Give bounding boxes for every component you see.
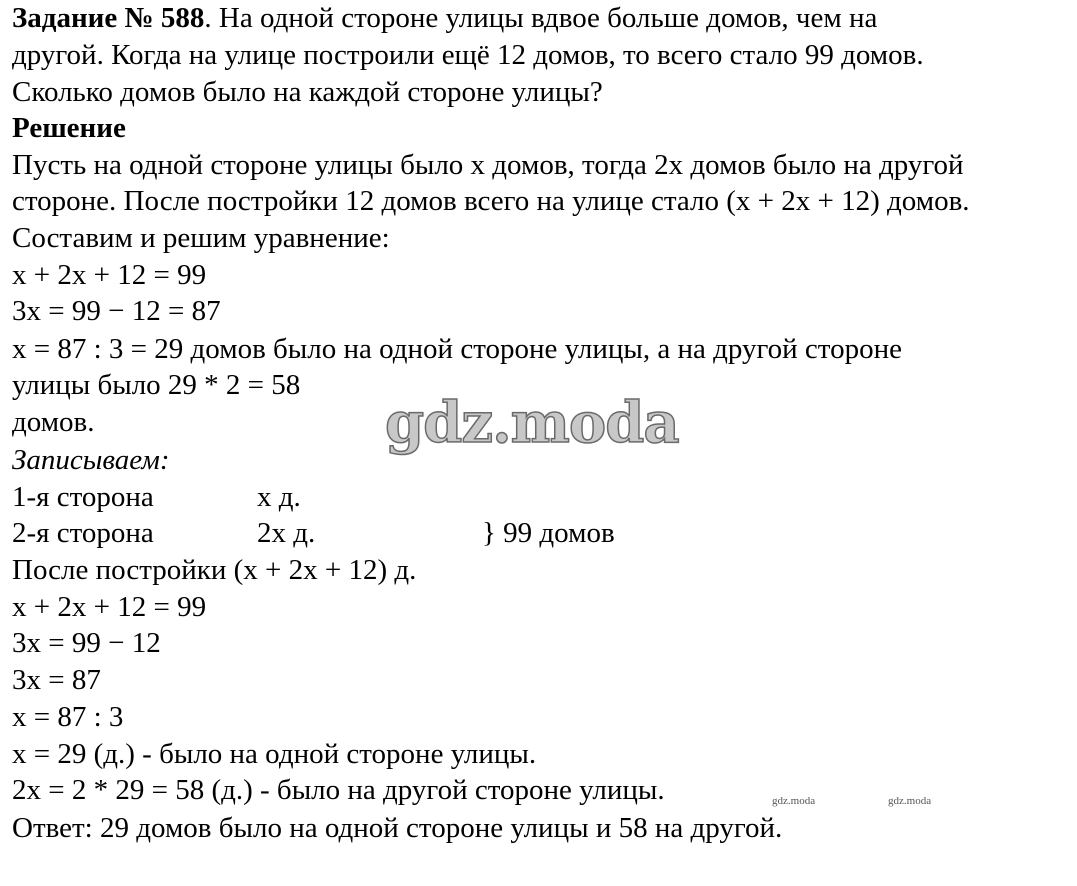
equation-line: х + 2х + 12 = 99 <box>12 259 207 291</box>
task-line-1 <box>12 0 877 36</box>
answer-line: Ответ: 29 домов было на одной стороне улицы и 58 на другой. <box>12 812 783 844</box>
solution-line: х = 87 : 3 = 29 домов было на одной стороне улицы, а на другой стороне <box>12 333 902 365</box>
record-heading: Записываем: <box>12 444 170 476</box>
task-text-1: . На одной стороне улицы вдвое больше домов, чем на <box>204 2 878 34</box>
solution-line: улицы было 29 * 2 = 58 <box>12 369 301 401</box>
solution-line: Составим и решим уравнение: <box>12 222 390 254</box>
task-number: Задание № 588 <box>12 2 205 34</box>
record-line: После постройки (х + 2х + 12) д. <box>12 554 417 586</box>
record-row-2 <box>12 515 712 551</box>
equation-line: 3х = 99 − 12 = 87 <box>12 295 221 327</box>
solution-line: домов. <box>12 406 95 438</box>
watermark-logo: gdz.moda <box>385 390 679 456</box>
record-row-2-label: 2-я сторона <box>12 517 154 549</box>
record-row-2-value: 2х д. <box>257 517 316 549</box>
record-row-1-label: 1-я сторона <box>12 481 154 513</box>
record-row-1 <box>12 479 712 515</box>
record-brace-total: } 99 домов <box>482 517 615 549</box>
record-equation: 3х = 99 − 12 <box>12 627 161 659</box>
solution-heading: Решение <box>12 112 126 144</box>
record-row-1-value: х д. <box>257 481 301 513</box>
record-equation: 3х = 87 <box>12 664 101 696</box>
task-line-3: Сколько домов было на каждой стороне улицы? <box>12 76 603 108</box>
record-result-1: х = 29 (д.) - было на одной стороне улицы. <box>12 738 537 770</box>
watermark-small: gdz.moda <box>772 795 816 807</box>
task-line-2: другой. Когда на улице построили ещё 12 домов, то всего стало 99 домов. <box>12 39 924 71</box>
record-result-2: 2х = 2 * 29 = 58 (д.) - было на другой стороне улицы. <box>12 774 665 806</box>
record-equation: х = 87 : 3 <box>12 701 124 733</box>
solution-line: стороне. После постройки 12 домов всего на улице стало (х + 2х + 12) домов. <box>12 185 970 217</box>
solution-line: Пусть на одной стороне улицы было х домов, тогда 2х домов было на другой <box>12 149 964 181</box>
record-equation: х + 2х + 12 = 99 <box>12 591 207 623</box>
watermark-small: gdz.moda <box>888 795 932 807</box>
